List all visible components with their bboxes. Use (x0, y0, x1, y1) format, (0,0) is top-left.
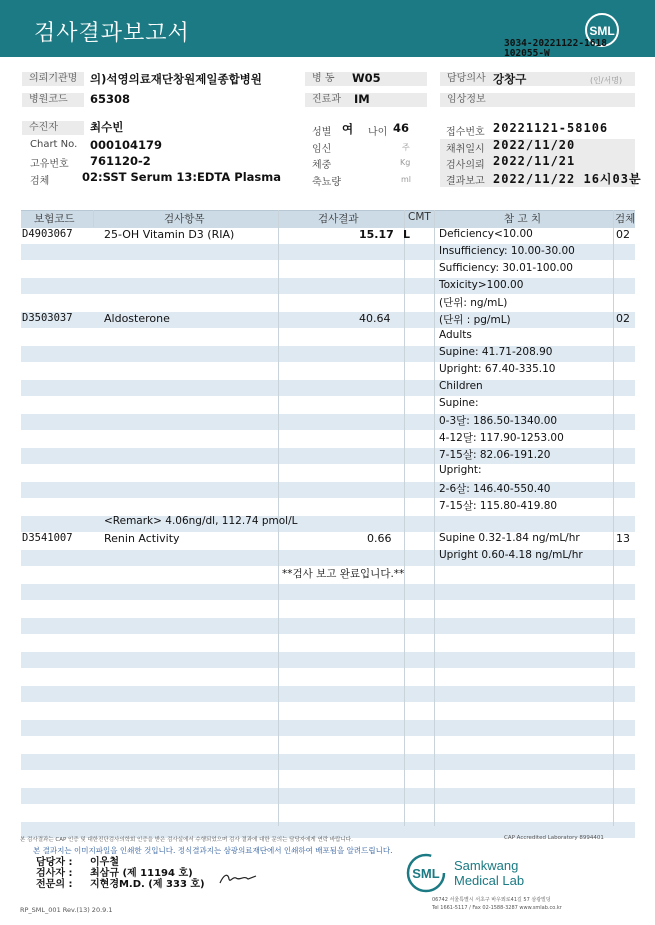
urine-unit: ml (401, 175, 412, 184)
chart-label: Chart No. (30, 139, 78, 150)
chart-value: 000104179 (90, 138, 163, 152)
request-label: 검사의뢰 (446, 160, 485, 171)
manager-label: 담당자 : (36, 857, 73, 868)
row1-ref-line: Deficiency<10.00 (439, 228, 533, 240)
dept-label: 진료과 (305, 93, 427, 107)
sml-footer-logo-icon (405, 852, 447, 894)
org-phone: Tel 1661-5117 / Fax 02-1588-3287 www.smlab.co.kr (432, 905, 562, 911)
id-value: 761120-2 (90, 154, 151, 168)
row2-ref-line: 2-6살: 146.40-550.40 (439, 483, 551, 495)
col-ref: 참 고 치 (504, 213, 542, 225)
weight-label: 체중 (312, 160, 332, 171)
row2-ref-line: Upright: (439, 464, 482, 476)
patient-label: 수진자 (22, 121, 84, 135)
row2-ref-line: 4-12달: 117.90-1253.00 (439, 432, 564, 444)
institution-label: 의뢰기관명 (22, 72, 84, 86)
table-stripe (21, 278, 635, 294)
signature-icon (218, 870, 258, 886)
doctor-value: 강창구 (493, 72, 527, 86)
row2-specimen: 02 (616, 312, 630, 325)
row1-ref-line: Toxicity>100.00 (439, 279, 524, 291)
hospital-code-value: 65308 (90, 92, 131, 106)
doctor-sign: (인/서명) (590, 76, 623, 85)
table-stripe (21, 380, 635, 396)
org-address: 06742 서울특별시 서초구 바우뫼로41길 57 삼광빌딩 (432, 897, 551, 903)
id-label: 고유번호 (30, 159, 69, 170)
col-result: 검사결과 (318, 213, 359, 225)
row3-item: Renin Activity (104, 532, 180, 545)
row2-ref-line: Supine: (439, 397, 479, 409)
institution-value: 의)석영의료재단창원제일종합병원 (90, 72, 262, 86)
col-specimen: 검체 (615, 213, 636, 225)
row2-ref-line: Upright: 67.40-335.10 (439, 363, 556, 375)
pregnancy-label: 임신 (312, 144, 332, 155)
sex-value: 여 (342, 122, 354, 136)
manager-value: 이우철 (90, 857, 119, 868)
col-code: 보험코드 (34, 213, 75, 225)
row1-cmt: L (403, 228, 411, 241)
col-item: 검사항목 (164, 213, 205, 225)
svg-text:SML: SML (412, 866, 440, 881)
specialist-label: 전문의 : (36, 879, 73, 890)
age-value: 46 (393, 121, 410, 135)
dept-value: IM (354, 92, 370, 106)
table-stripe (21, 652, 635, 668)
row3-specimen: 13 (616, 532, 630, 545)
sex-label: 성별 (312, 127, 332, 138)
collect-value: 2022/11/20 (493, 138, 576, 152)
row2-item: Aldosterone (104, 312, 170, 325)
specimen-label: 검체 (30, 176, 50, 187)
org-name-2: Medical Lab (454, 873, 525, 888)
svg-text:SML: SML (589, 24, 615, 38)
row1-ref-line: Sufficiency: 30.01-100.00 (439, 262, 573, 274)
row2-ref-line: Adults (439, 329, 472, 341)
table-stripe (21, 618, 635, 634)
doc-number-2: 102055-W (504, 48, 550, 59)
row3-code: D3541007 (22, 532, 73, 544)
row2-ref-line: (단위 : pg/mL) (439, 314, 511, 326)
table-stripe (21, 686, 635, 702)
collect-label: 채취일시 (446, 144, 485, 155)
row1-item: 25-OH Vitamin D3 (RIA) (104, 228, 235, 241)
ward-label: 병 동 (305, 72, 427, 86)
weight-unit: Kg (400, 158, 411, 167)
row2-ref-line: 7-15살: 82.06-191.20 (439, 449, 551, 461)
row2-code: D3503037 (22, 312, 73, 324)
report-value: 2022/11/22 16시03분 (493, 172, 642, 186)
col-divider (613, 210, 614, 826)
tester-label: 검사자 : (36, 868, 73, 879)
row3-result: 0.66 (367, 532, 392, 545)
row3-ref-line: Upright 0.60-4.18 ng/mL/hr (439, 549, 583, 561)
row2-ref-line: 7-15살: 115.80-419.80 (439, 500, 558, 512)
form-code: RP_SML_001 Rev.(13) 20.9.1 (20, 906, 113, 914)
ward-value: W05 (352, 71, 381, 85)
receipt-label: 접수번호 (446, 127, 485, 138)
row1-ref-line: (단위: ng/mL) (439, 297, 508, 309)
report-title: 검사결과보고서 (34, 21, 190, 46)
row1-result: 15.17 (359, 228, 394, 241)
patient-value: 최수빈 (90, 120, 124, 134)
doctor-label: 담당의사 (440, 72, 635, 86)
col-divider (93, 210, 94, 227)
notice-text: 본 결과지는 이미지파일을 인쇄한 것입니다. 정식결과지는 삼광의료재단에서 인쇄하여 배포됨을 알려드립니다. (33, 846, 393, 855)
tester-value: 최삼규 (제 11194 호) (90, 868, 193, 879)
org-name-1: Samkwang (454, 858, 519, 873)
row1-ref-line: Insufficiency: 10.00-30.00 (439, 245, 575, 257)
cap-label: CAP Accredited Laboratory 8994401 (504, 835, 604, 841)
col-divider (434, 210, 435, 826)
table-stripe (21, 720, 635, 736)
row2-ref-line: 0-3달: 186.50-1340.00 (439, 415, 558, 427)
row2-ref-line: Supine: 41.71-208.90 (439, 346, 553, 358)
col-divider (404, 210, 405, 826)
col-cmt: CMT (408, 211, 431, 223)
age-label: 나이 (368, 127, 388, 138)
row2-result: 40.64 (359, 312, 391, 325)
request-value: 2022/11/21 (493, 154, 576, 168)
row1-code: D4903067 (22, 228, 73, 240)
report-label: 결과보고 (446, 176, 485, 187)
table-stripe (21, 754, 635, 770)
receipt-value: 20221121-58106 (493, 121, 609, 135)
specimen-value: 02:SST Serum 13:EDTA Plasma (82, 170, 282, 184)
report-complete-text: **검사 보고 완료입니다.** (282, 568, 405, 580)
doc-number-1: 3034-20221122-1618 (504, 38, 607, 49)
table-stripe (21, 584, 635, 600)
row1-specimen: 02 (616, 228, 630, 241)
pregnancy-unit: 주 (402, 143, 410, 152)
disclaimer-text: 본 검사결과는 CAP 인증 및 대한진단검사의학회 인증을 받은 검사실에서 수행되었으며 검사 결과에 대한 문의는 담당자에게 연락 바랍니다. (20, 837, 353, 843)
table-stripe (21, 788, 635, 804)
specialist-value: 지현경M.D. (제 333 호) (90, 879, 205, 890)
urine-label: 축뇨량 (312, 177, 341, 188)
clinical-info-label: 임상정보 (440, 93, 635, 107)
row3-ref-line: Supine 0.32-1.84 ng/mL/hr (439, 532, 580, 544)
row2-remark: <Remark> 4.06ng/dl, 112.74 pmol/L (104, 515, 298, 527)
hospital-code-label: 병원코드 (22, 93, 84, 107)
row2-ref-line: Children (439, 380, 483, 392)
